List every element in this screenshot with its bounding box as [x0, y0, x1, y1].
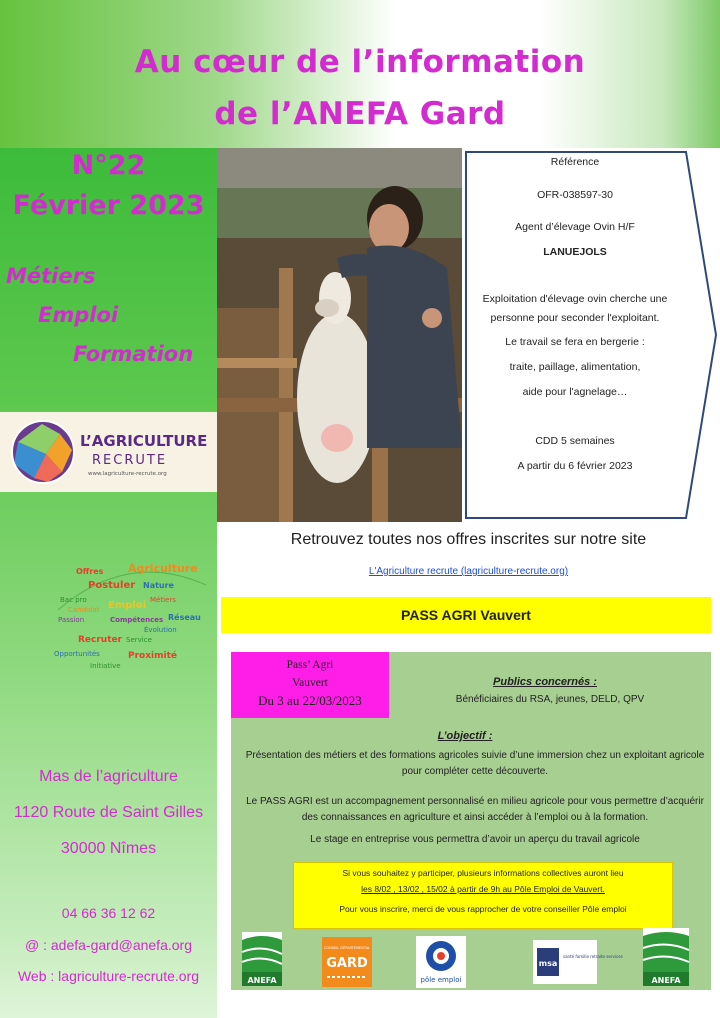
info-line-2: les 8/02 , 13/02 , 15/02 à partir de 9h au Pôle Emploi de Vauvert.: [361, 884, 605, 894]
gard-label: GARD: [326, 956, 368, 971]
anefa-logo-left: [242, 932, 282, 986]
agriculture-recrute-logo[interactable]: [0, 412, 217, 492]
issue-number: N°22: [71, 150, 146, 181]
pass-box-line1: Pass’ Agri: [286, 659, 334, 671]
contact-phone[interactable]: 04 66 36 12 62: [61, 905, 156, 921]
contact-email[interactable]: @ : adefa-gard@anefa.org: [25, 937, 192, 953]
logo-url: www.lagriculture-recrute.org: [88, 471, 167, 477]
offers-site-link[interactable]: L'Agriculture recrute (lagriculture-recrute.org): [368, 566, 569, 577]
logo-mark-icon: [0, 412, 217, 492]
logo-line2: RECRUTE: [92, 453, 168, 468]
page-title-line2: de l’ANEFA Gard: [214, 96, 506, 132]
word-offres: Offres: [76, 567, 104, 576]
logo-line1: L’AGRICULTURE: [80, 432, 208, 450]
anefa-logo-right: [643, 928, 689, 986]
contact-street: 1120 Route de Saint Gilles: [13, 804, 204, 821]
job-start-date: A partir du 6 février 2023: [517, 460, 633, 472]
gard-logo: [322, 937, 372, 987]
msa-label: msa: [538, 959, 558, 968]
word-postuler: Postuler: [88, 580, 136, 591]
contact-city: 30000 Nîmes: [60, 840, 157, 857]
job-title: Agent d’élevage Ovin H/F: [515, 221, 635, 233]
objective-heading: L’objectif :: [437, 730, 493, 742]
word-emploi: Emploi: [108, 600, 147, 611]
info-line-3: Pour vous inscrire, merci de vous rapprocher de votre conseiller Pôle emploi: [339, 904, 627, 914]
job-location: LANUEJOLS: [543, 246, 607, 258]
objective-paragraph-3: Le stage en entreprise vous permettra d’avoir un aperçu du travail agricole: [310, 834, 640, 845]
word-initiative: Initiative: [90, 662, 121, 670]
job-ref-label: Référence: [550, 156, 600, 168]
word-service: Service: [126, 636, 152, 644]
offers-heading: Retrouvez toutes nos offres inscrites sur notre site: [290, 531, 647, 548]
job-desc-line1: Exploitation d'élevage ovin cherche une: [482, 293, 668, 305]
objective-paragraph-1: Présentation des métiers et des formations agricoles suivie d’une immersion chez un exploitant agricole pour compléter cette découverte.: [245, 750, 705, 777]
word-candidat: Candidat: [68, 606, 100, 614]
job-ref: OFR-038597-30: [537, 189, 613, 201]
word-cloud-graphic: [48, 560, 208, 680]
contact-place: Mas de l’agriculture: [39, 768, 178, 785]
job-desc-line2: personne pour seconder l'exploitant.: [490, 312, 660, 324]
objective-paragraph-2: Le PASS AGRI est un accompagnement personnalisé en milieu agricole pour vous permettre d’acquérir des connaissances en agriculture et ainsi accéder à l’emploi ou à la formation.: [246, 796, 704, 823]
anefa-right-label: ANEFA: [651, 976, 681, 985]
word-bac-pro: Bac pro: [60, 596, 87, 604]
pass-agri-banner: PASS AGRI Vauvert: [221, 597, 711, 633]
msa-text: santé famille retraite services: [563, 954, 623, 959]
issue-date: Février 2023: [12, 190, 205, 221]
job-work-line1: Le travail se fera en bergerie :: [505, 336, 645, 348]
gard-top-label: CONSEIL DÉPARTEMENTAL: [323, 946, 371, 950]
pass-box-line2: Vauvert: [292, 677, 328, 689]
farmer-sheep-image: [217, 148, 462, 522]
pass-agri-date-box: [231, 652, 389, 718]
tagline-metiers: Métiers: [6, 264, 96, 288]
word-recruter: Recruter: [78, 635, 123, 645]
pass-box-line3: Du 3 au 22/03/2023: [258, 693, 362, 708]
word-nature: Nature: [143, 581, 174, 590]
word-agriculture: Agriculture: [128, 562, 198, 575]
word-reseau: Réseau: [168, 613, 201, 622]
publics-value: Bénéficiaires du RSA, jeunes, DELD, QPV: [455, 694, 645, 705]
header-band: [0, 0, 720, 148]
msa-logo: [533, 940, 623, 984]
job-work-line2: traite, paillage, alimentation,: [509, 361, 641, 373]
word-metiers: Métiers: [150, 596, 176, 604]
job-contract: CDD 5 semaines: [535, 435, 615, 447]
farmer-sheep-photo: [217, 148, 462, 522]
word-opportunites: Opportunités: [54, 650, 100, 658]
tagline-formation: Formation: [73, 342, 194, 366]
word-competences: Compétences: [110, 616, 164, 624]
pole-emploi-logo: [416, 936, 466, 988]
pole-emploi-label: pôle emploi: [420, 976, 462, 984]
tagline-emploi: Emploi: [38, 303, 119, 327]
job-work-line3: aide pour l'agnelage…: [522, 386, 628, 398]
word-evolution: Évolution: [144, 626, 177, 634]
publics-heading: Publics concernés :: [493, 676, 597, 688]
contact-web[interactable]: Web : lagriculture-recrute.org: [17, 968, 200, 984]
word-passion: Passion: [58, 616, 85, 624]
anefa-left-label: ANEFA: [247, 976, 277, 985]
page-title-line1: Au cœur de l’information: [134, 44, 586, 80]
word-proximite: Proximité: [128, 651, 177, 661]
info-line-1: Si vous souhaitez y participer, plusieurs informations collectives auront lieu: [342, 868, 624, 878]
